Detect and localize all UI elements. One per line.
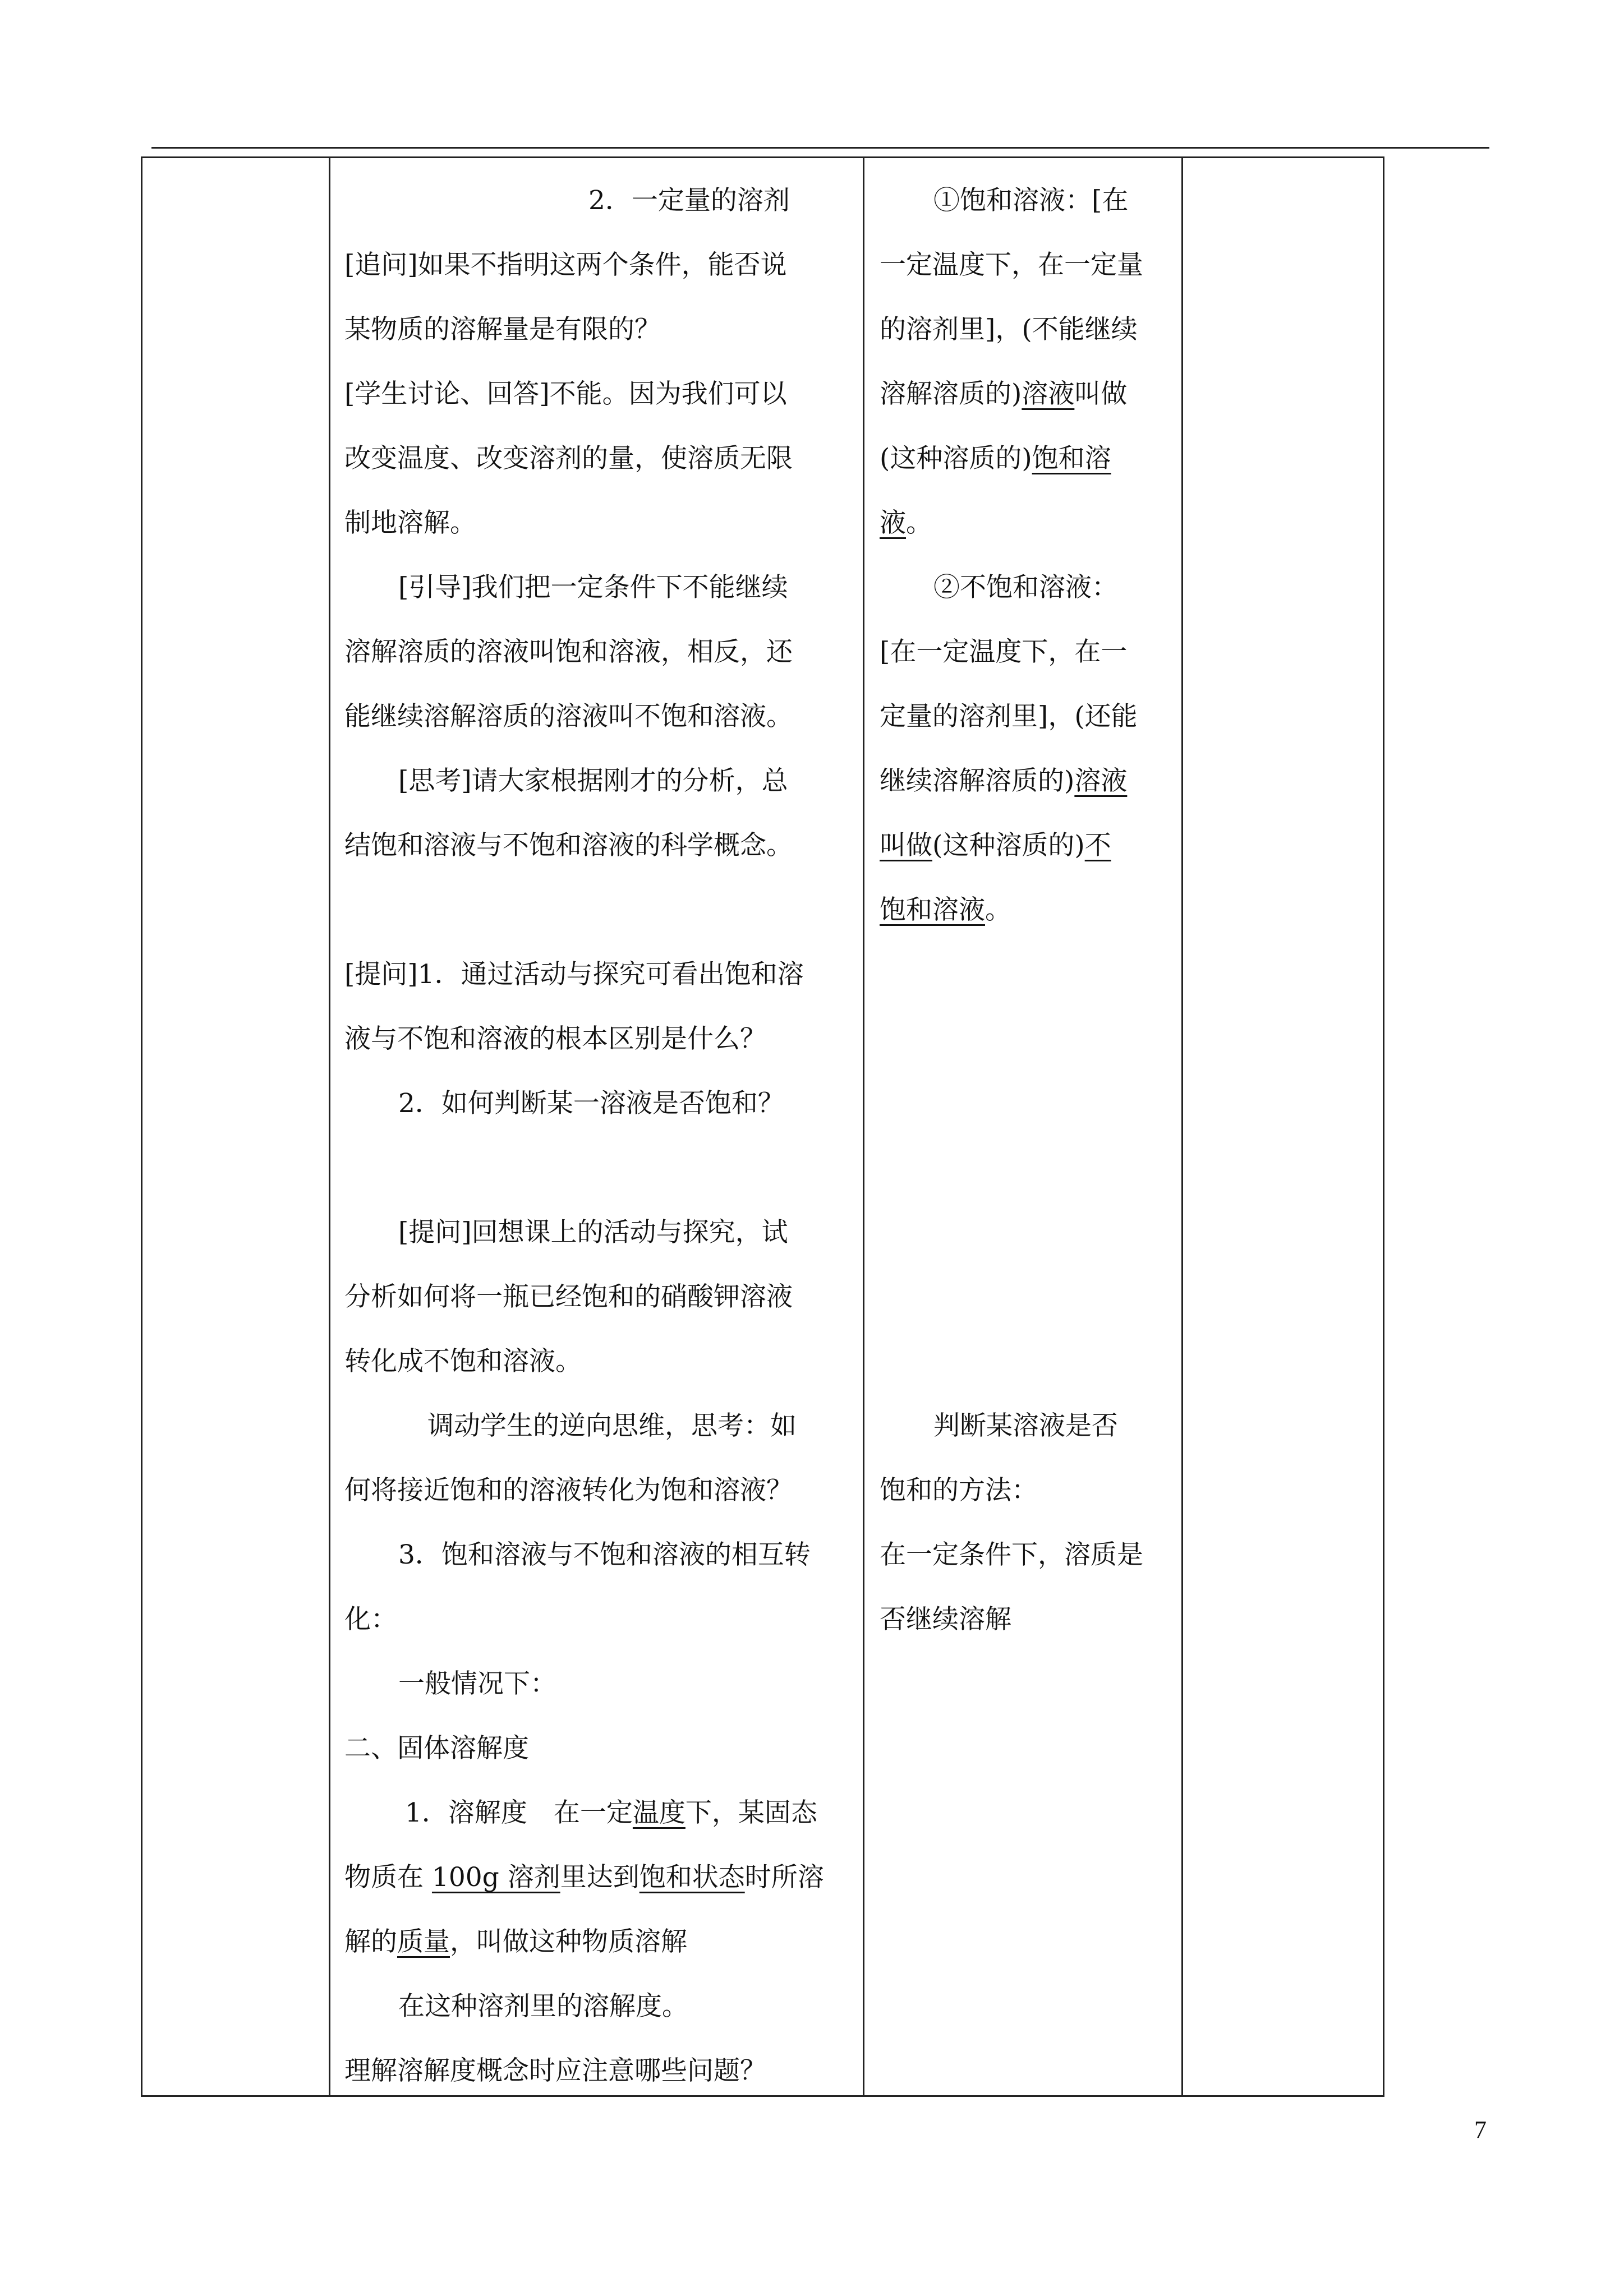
underlined-term: 饱和溶 <box>1032 443 1111 474</box>
text-line: 分析如何将一瓶已经饱和的硝酸钾溶液 <box>344 1281 793 1312</box>
underlined-term: 饱和溶液 <box>880 895 985 925</box>
text-line: 某物质的溶解量是有限的？ <box>344 314 661 345</box>
text-span: (这种溶质的) <box>932 830 1085 861</box>
text-span: 。 <box>906 508 932 538</box>
text-line: 一般情况下： <box>398 1668 556 1699</box>
text-line: 能继续溶解溶质的溶液叫不饱和溶液。 <box>344 701 793 732</box>
text-span: 解的 <box>344 1926 397 1957</box>
text-line <box>880 749 1127 813</box>
text-span: 继续溶解溶质的) <box>880 766 1075 796</box>
text-line: 改变温度、改变溶剂的量，使溶质无限 <box>344 443 793 474</box>
text-line <box>344 1845 824 1910</box>
text-line: [思考]请大家根据刚才的分析，总 <box>398 766 788 796</box>
underlined-term: 饱和状态 <box>639 1862 745 1893</box>
text-span: (这种溶质的) <box>880 443 1032 474</box>
section-heading: 二、固体溶解度 <box>344 1733 529 1764</box>
text-line: [在一定温度下，在一 <box>880 637 1128 667</box>
text-line: 3．饱和溶液与不饱和溶液的相互转 <box>398 1539 811 1570</box>
text-line <box>880 878 1011 942</box>
text-span: 。 <box>985 895 1011 925</box>
text-line: 在一定条件下，溶质是 <box>880 1539 1143 1570</box>
text-line: [学生讨论、回答]不能。因为我们可以 <box>344 379 787 409</box>
text-line <box>880 491 932 555</box>
text-line: 化： <box>344 1604 397 1635</box>
underlined-term: 温度 <box>632 1797 686 1828</box>
text-line: [提问]回想课上的活动与探究，试 <box>398 1217 788 1248</box>
text-line: 定量的溶剂里]，(还能 <box>880 701 1138 732</box>
text-line: 2．一定量的溶剂 <box>588 185 790 216</box>
text-line: 制地溶解。 <box>344 508 476 538</box>
text-span: 1．溶解度 在一定 <box>405 1797 633 1828</box>
underlined-term: 溶液 <box>1022 379 1075 409</box>
underlined-term: 溶液 <box>1074 766 1128 796</box>
text-line <box>344 1910 687 1974</box>
text-line: 一定温度下，在一定量 <box>880 250 1143 280</box>
text-line: [提问]1．通过活动与探究可看出饱和溶 <box>344 959 804 990</box>
text-line: ①饱和溶液：[在 <box>933 185 1129 216</box>
text-line <box>880 362 1127 426</box>
page-number: 7 <box>1474 2116 1487 2143</box>
text-span: ，叫做这种物质溶解 <box>450 1926 687 1957</box>
text-line <box>405 1781 817 1845</box>
text-line: 的溶剂里]，(不能继续 <box>880 314 1138 345</box>
text-line: 液与不饱和溶液的根本区别是什么？ <box>344 1023 766 1054</box>
text-line: 否继续溶解 <box>880 1604 1011 1635</box>
text-span: 叫做 <box>1074 379 1128 409</box>
table-divider-2 <box>863 156 864 2097</box>
text-line: 溶解溶质的溶液叫饱和溶液，相反，还 <box>344 637 793 667</box>
text-line: 判断某溶液是否 <box>933 1410 1118 1441</box>
text-line: [追问]如果不指明这两个条件，能否说 <box>344 250 787 280</box>
underlined-term: 质量 <box>397 1926 450 1957</box>
text-span: 时所溶 <box>744 1862 824 1893</box>
header-rule <box>151 147 1489 149</box>
text-line: 饱和的方法： <box>880 1475 1038 1506</box>
text-line: 理解溶解度概念时应注意哪些问题？ <box>344 2055 766 2086</box>
text-line: ②不饱和溶液： <box>933 572 1118 603</box>
underlined-term: 液 <box>880 508 906 538</box>
underlined-term: 100g 溶剂 <box>431 1862 560 1893</box>
text-line <box>880 426 1111 491</box>
text-line <box>880 813 1111 878</box>
text-line: 2．如何判断某一溶液是否饱和？ <box>398 1088 784 1119</box>
text-span: 物质在 <box>344 1862 432 1893</box>
underlined-term: 不 <box>1084 830 1111 861</box>
text-line: 何将接近饱和的溶液转化为饱和溶液？ <box>344 1475 793 1506</box>
text-span: 下，某固态 <box>685 1797 817 1828</box>
text-line: [引导]我们把一定条件下不能继续 <box>398 572 788 603</box>
underlined-term: 叫做 <box>880 830 932 861</box>
table-divider-3 <box>1181 156 1183 2097</box>
text-line: 结饱和溶液与不饱和溶液的科学概念。 <box>344 830 793 861</box>
text-line: 在这种溶剂里的溶解度。 <box>398 1991 688 2022</box>
text-span: 里达到 <box>560 1862 640 1893</box>
text-line: 调动学生的逆向思维，思考：如 <box>427 1410 797 1441</box>
table-divider-1 <box>329 156 330 2097</box>
text-line: 转化成不饱和溶液。 <box>344 1346 582 1377</box>
text-span: 溶解溶质的) <box>880 379 1022 409</box>
